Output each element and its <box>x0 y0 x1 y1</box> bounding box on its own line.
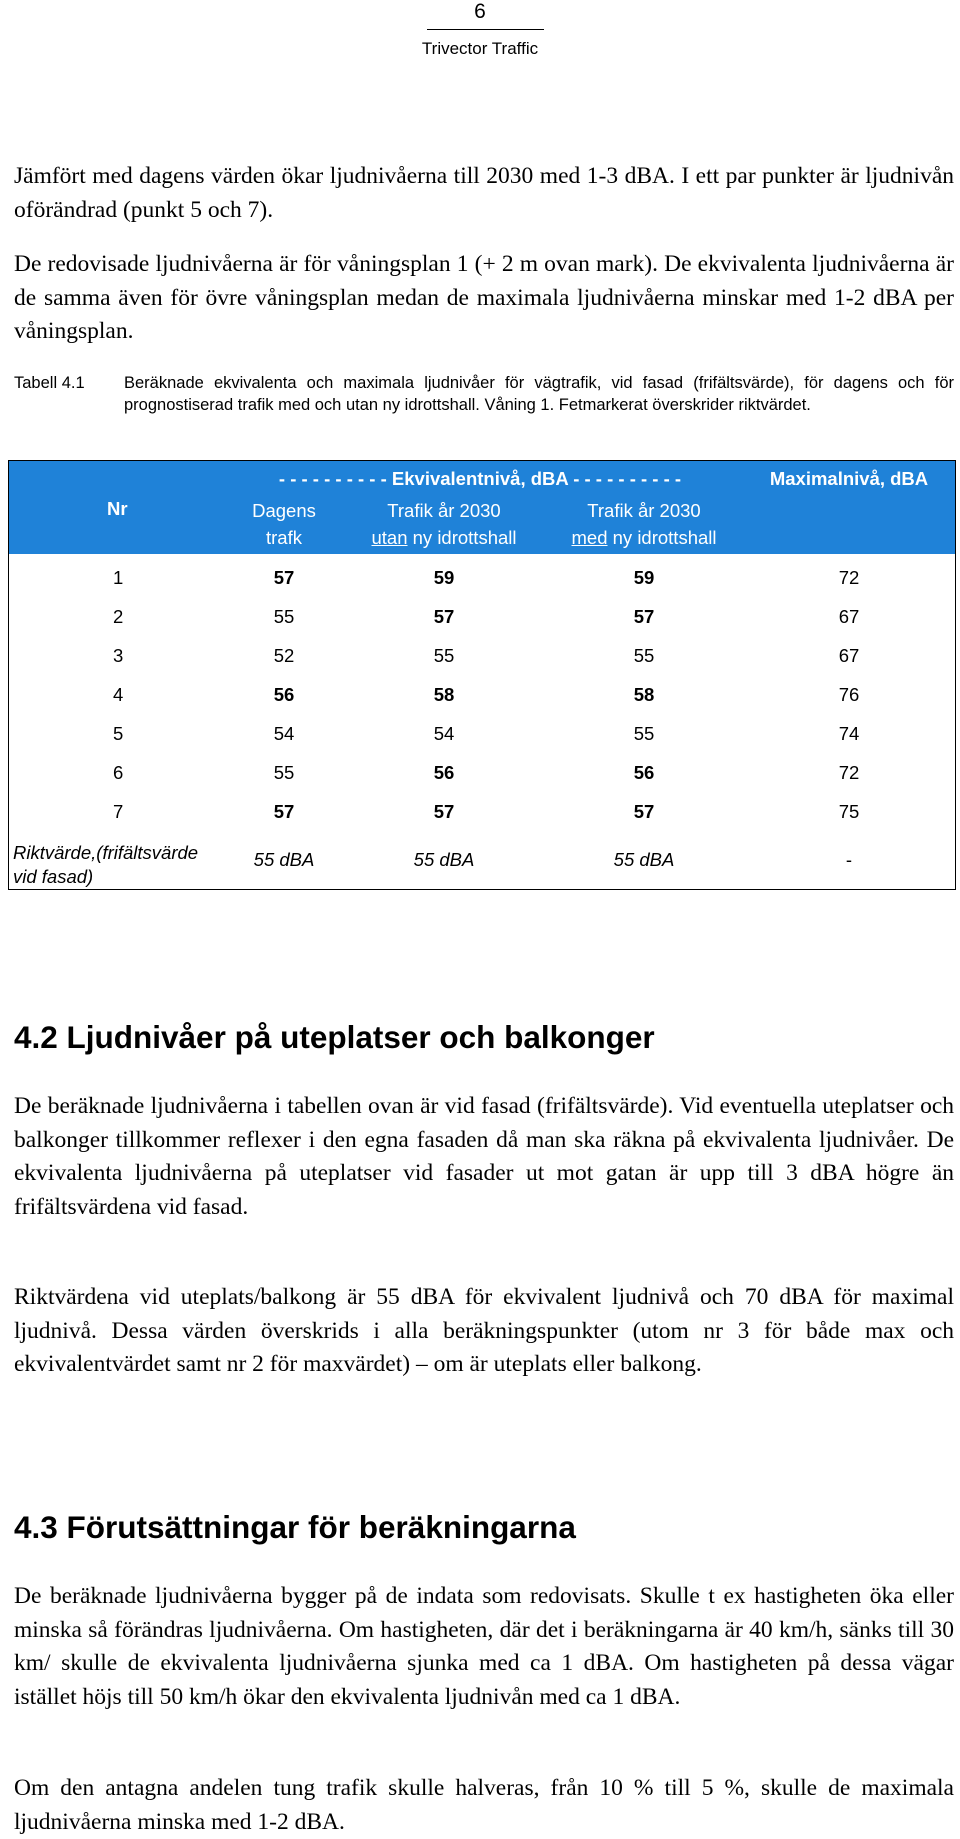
row-3-dagens: 52 <box>273 645 295 666</box>
table-caption-text: Beräknade ekvivalenta och maximala ljudnivåer för vägtrafik, vid fasad (frifältsvärde), för dagens och för prognostiserad trafik med och utan ny idrottshall. Våning 1. Fetmarkerat överskrider riktvärdet. <box>124 374 954 414</box>
paragraph-comparison: Jämfört med dagens värden ökar ljudnivåerna till 2030 med 1-3 dBA. I ett par punkter är ljudnivån oförändrad (punkt 5 och 7). <box>14 163 954 223</box>
row-5-dagens: 54 <box>273 723 295 744</box>
header-divider <box>427 29 544 30</box>
row-5-utan: 54 <box>433 723 455 744</box>
row-6-dagens: 55 <box>273 762 295 783</box>
table-caption-label: Tabell 4.1 <box>14 374 85 392</box>
row-4-med: 58 <box>633 684 655 705</box>
row-1-nr: 1 <box>113 567 124 588</box>
header-dagens-2: trafk <box>266 527 302 548</box>
paragraph-floor-levels: De redovisade ljudnivåerna är för våningsplan 1 (+ 2 m ovan mark). De ekvivalenta ljudnivåerna är de samma även för övre våningsplan medan de maximala ljudnivåerna minskar med 1-2 dBA per våningsplan. <box>14 251 954 344</box>
header-dagens: Dagens <box>252 500 316 521</box>
row-2-med: 57 <box>633 606 655 627</box>
row-6-max: 72 <box>838 762 860 783</box>
noise-level-table <box>8 460 956 890</box>
header-utan-2 <box>349 525 539 551</box>
section-4-2-heading: 4.2 Ljudnivåer på uteplatser och balkonger <box>14 1019 655 1055</box>
section-4-3-heading: 4.3 Förutsättningar för beräkningarna <box>14 1509 576 1545</box>
row-2-utan: 57 <box>433 606 455 627</box>
header-med-emph: med <box>571 527 608 548</box>
row-3-med: 55 <box>633 645 655 666</box>
table-header <box>9 461 955 554</box>
row-2-dagens: 55 <box>273 606 295 627</box>
header-nr: Nr <box>107 498 128 519</box>
header-equivalent-level: - - - - - - - - - - Ekvivalentnivå, dBA - - - - - - - - - - <box>278 468 682 489</box>
row-1-utan: 59 <box>433 567 455 588</box>
header-med-2 <box>549 525 739 551</box>
header-max-level: Maximalnivå, dBA <box>769 468 929 489</box>
header-med: Trafik år 2030 <box>587 500 701 521</box>
company-name: Trivector Traffic <box>421 39 539 58</box>
row-7-dagens: 57 <box>273 801 295 822</box>
row-3-nr: 3 <box>113 645 124 666</box>
row-6-med: 56 <box>633 762 655 783</box>
row-6-nr: 6 <box>113 762 124 783</box>
row-4-utan: 58 <box>433 684 455 705</box>
guideline-dagens: 55 dBA <box>253 849 315 870</box>
row-7-max: 75 <box>838 801 860 822</box>
section-4-3-paragraph-2: Om den antagna andelen tung trafik skulle halveras, från 10 % till 5 %, skulle de maximala ljudnivåerna minska med 1-2 dBA. <box>14 1775 954 1835</box>
row-1-med: 59 <box>633 567 655 588</box>
guideline-label: Riktvärde,(frifältsvärde <box>13 842 199 863</box>
header-utan: Trafik år 2030 <box>387 500 501 521</box>
row-3-max: 67 <box>838 645 860 666</box>
row-4-max: 76 <box>838 684 860 705</box>
row-6-utan: 56 <box>433 762 455 783</box>
section-4-2-paragraph-1: De beräknade ljudnivåerna i tabellen ovan är vid fasad (frifältsvärde). Vid eventuella uteplatser och balkonger tillkommer reflexer i den egna fasaden då man ska räkna på ekvivalenta ljudnivåer. De ekvivalenta ljudnivåerna på uteplatser vid fasader ut mot gatan är upp till 3 dBA högre än frifältsvärdena vid fasad. <box>14 1093 954 1220</box>
row-2-nr: 2 <box>113 606 124 627</box>
row-7-utan: 57 <box>433 801 455 822</box>
section-4-3-paragraph-1: De beräknade ljudnivåerna bygger på de indata som redovisats. Skulle t ex hastigheten öka eller minska så förändras ljudnivåerna. Om hastigheten, där det i beräkningarna är 40 km/h, sänks till 30 km/ skulle de ekvivalenta ljudnivåerna sjunka med ca 1 dBA. Om hastigheten på dessa vägar istället höjs till 50 km/h ökar den ekvivalenta ljudnivån med ca 1 dBA. <box>14 1583 954 1710</box>
row-4-nr: 4 <box>113 684 124 705</box>
guideline-label-2: vid fasad) <box>13 866 94 887</box>
guideline-utan: 55 dBA <box>413 849 475 870</box>
row-7-med: 57 <box>633 801 655 822</box>
header-utan-rest: ny idrottshall <box>407 527 517 548</box>
row-1-max: 72 <box>838 567 860 588</box>
row-3-utan: 55 <box>433 645 455 666</box>
guideline-max: - <box>845 849 853 870</box>
row-4-dagens: 56 <box>273 684 295 705</box>
header-med-rest: ny idrottshall <box>607 527 717 548</box>
page-number: 6 <box>474 0 486 23</box>
row-5-med: 55 <box>633 723 655 744</box>
row-5-max: 74 <box>838 723 860 744</box>
section-4-2-paragraph-2: Riktvärdena vid uteplats/balkong är 55 dBA för ekvivalent ljudnivå och 70 dBA för maximal ljudnivå. Dessa värden överskrids i alla beräkningspunkter (utom nr 3 för både max och ekvivalentvärdet samt nr 2 för maxvärdet) – om är uteplats eller balkong. <box>14 1284 954 1377</box>
header-utan-emph: utan <box>371 527 408 548</box>
row-2-max: 67 <box>838 606 860 627</box>
row-7-nr: 7 <box>113 801 124 822</box>
row-5-nr: 5 <box>113 723 124 744</box>
row-1-dagens: 57 <box>273 567 295 588</box>
guideline-med: 55 dBA <box>613 849 675 870</box>
